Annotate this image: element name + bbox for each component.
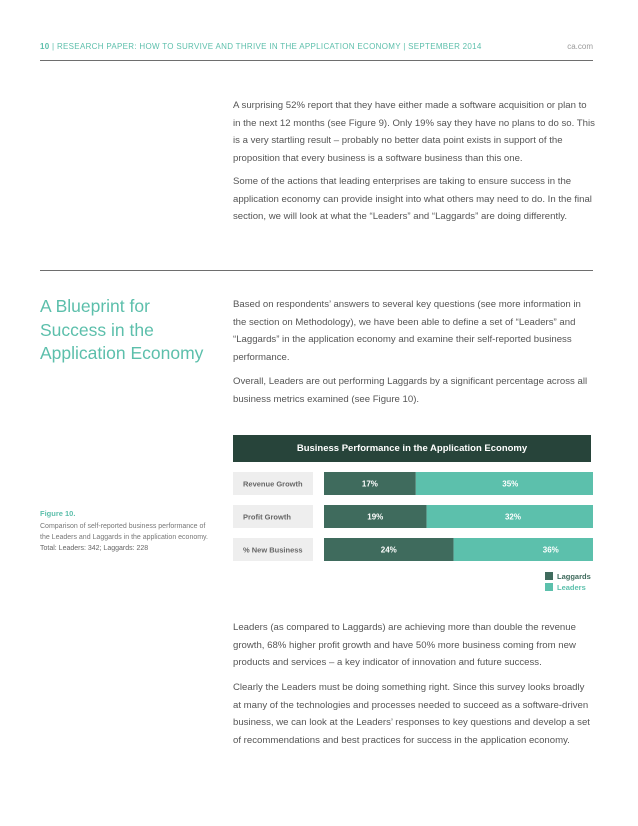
category-label-revenue-growth: Revenue Growth bbox=[243, 479, 303, 489]
business-performance-chart bbox=[233, 462, 593, 598]
category-label-new-business: % New Business bbox=[243, 545, 303, 555]
section-paragraph-3: Leaders (as compared to Laggards) are achieving more than double the revenue growth, 68% higher profit growth and have 50% more business coming from new products and services – a key indicator of innovation and future success. bbox=[233, 622, 576, 669]
page-header bbox=[40, 42, 593, 56]
page-number: 10 bbox=[40, 42, 50, 51]
intro-paragraph-1: A surprising 52% report that they have either made a software acquisition or plan to in the next 12 months (see Figure 9). Only 19% say they have no plans to do so. This is a very startling result – probably no better data point exists in support of the proposition that every business is a software business than this one. bbox=[233, 100, 595, 164]
data-label-laggards-profit-growth: 19% bbox=[367, 512, 384, 522]
legend-swatch-laggards bbox=[545, 572, 553, 580]
header-separator: | bbox=[52, 42, 55, 51]
legend-label-laggards: Laggards bbox=[557, 572, 591, 581]
site-link[interactable]: ca.com bbox=[567, 42, 593, 51]
chart-title: Business Performance in the Application Economy bbox=[233, 435, 591, 462]
section-paragraph-4: Clearly the Leaders must be doing something right. Since this survey looks broadly at many of the technologies and processes needed to succeed as a software-driven business, we can look at the Leaders’ responses to key questions and develop a set of recommendations and best practices for success in the application economy. bbox=[233, 682, 590, 746]
figure-caption bbox=[40, 521, 210, 554]
category-label-profit-growth: Profit Growth bbox=[243, 512, 291, 522]
data-label-leaders-profit-growth: 32% bbox=[504, 512, 522, 522]
figure-label: Figure 10. bbox=[40, 509, 76, 518]
data-label-laggards-new-business: 24% bbox=[380, 545, 397, 555]
section-divider bbox=[40, 270, 593, 271]
data-label-leaders-new-business: 36% bbox=[542, 545, 559, 555]
section-title: A Blueprint for Success in the Application Economy bbox=[40, 296, 204, 363]
section-paragraph-2: Overall, Leaders are out performing Laggards by a significant percentage across all business metrics examined (see Figure 10). bbox=[233, 376, 588, 405]
data-label-laggards-revenue-growth: 17% bbox=[361, 479, 378, 489]
legend-label-leaders: Leaders bbox=[557, 583, 586, 592]
intro-paragraph-2: Some of the actions that leading enterprises are taking to ensure success in the application economy can provide insight into what others may need to do. In the final section, we will look at what the “Leaders” and “Laggards” are doing differently. bbox=[233, 176, 592, 223]
data-label-leaders-revenue-growth: 35% bbox=[502, 479, 519, 489]
figure-total: Total: Leaders: 342; Laggards: 228 bbox=[40, 545, 149, 552]
section-paragraph-1: Based on respondents’ answers to several key questions (see more information in the section on Methodology), we have been able to define a set of “Leaders” and “Laggards” in the application economy and examine their self-reported business performance. bbox=[233, 299, 581, 363]
header-divider bbox=[40, 60, 593, 61]
figure-caption-text: Comparison of self-reported business performance of the Leaders and Laggards in the application economy. bbox=[40, 523, 208, 541]
bar-leaders-new-business bbox=[454, 538, 593, 561]
legend-swatch-leaders bbox=[545, 583, 553, 591]
header-title: RESEARCH PAPER: HOW TO SURVIVE AND THRIVE IN THE APPLICATION ECONOMY | SEPTEMBER 2014 bbox=[56, 42, 482, 51]
